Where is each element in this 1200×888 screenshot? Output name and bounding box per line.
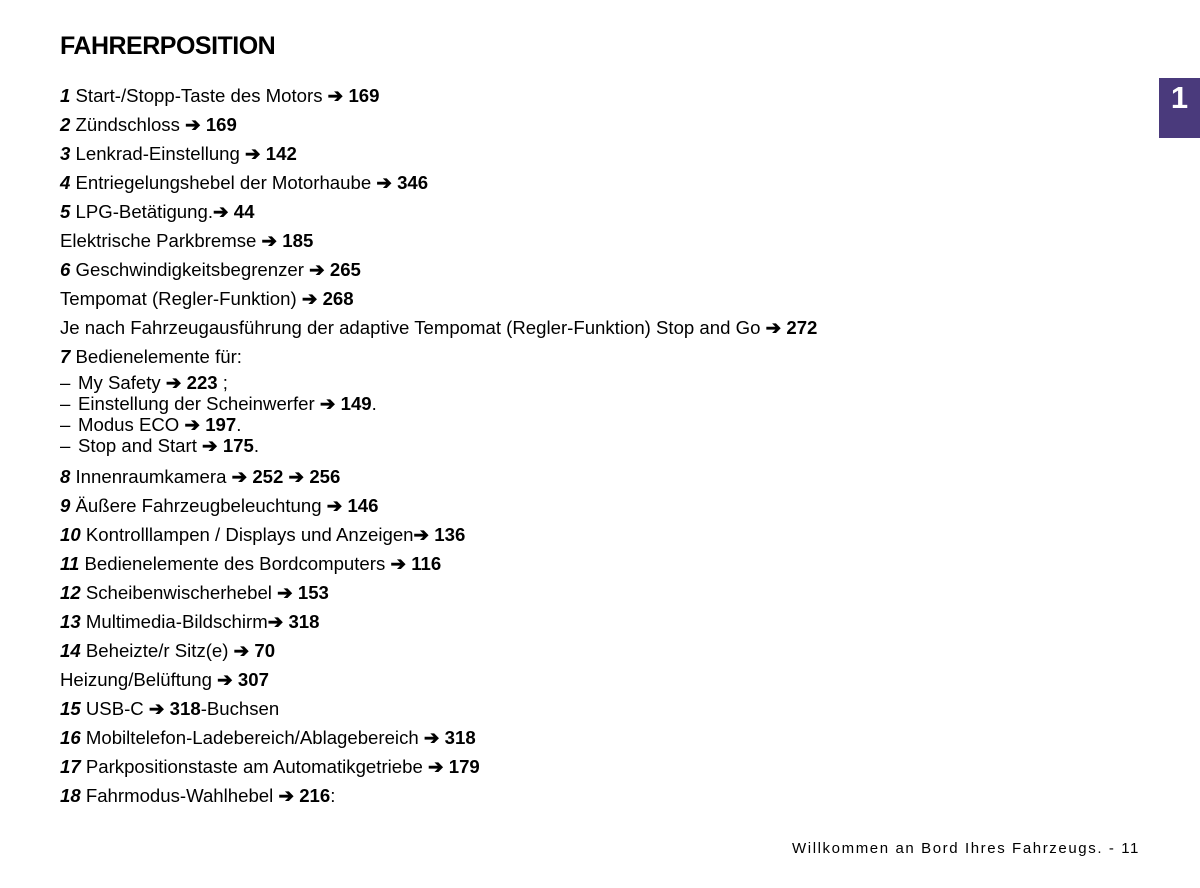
entry-line [60,342,1140,371]
page-reference-link[interactable]: 136 [434,524,466,545]
entry-text: Entriegelungshebel der Motorhaube [75,172,377,193]
entry-line [60,81,1140,110]
entry-text: Mobiltelefon-Ladebereich/Ablagebereich [85,727,424,748]
entry-number: 1 [60,85,71,106]
entry-group-2 [60,462,1140,810]
entry-text: Multimedia-Bildschirm [85,611,268,632]
entry-number: 17 [60,756,81,777]
page-reference-link[interactable]: 116 [411,553,442,574]
entry-number: 12 [60,582,81,603]
entry-line [60,491,1140,520]
sub-item-text: Modus ECO [78,414,185,435]
entry-number: 8 [60,466,71,487]
entry-number: 4 [60,172,71,193]
page-reference-link[interactable]: 169 [348,85,380,106]
entry-text: Heizung/Belüftung [60,669,218,690]
page-reference-link[interactable]: 216 [299,785,331,806]
entry-line [60,723,1140,752]
entry-number: 5 [60,201,71,222]
entry-text: Fahrmodus-Wahlhebel [85,785,279,806]
dash-bullet: – [60,372,71,393]
entry-number: 10 [60,524,81,545]
sub-item [60,414,1140,435]
entry-number: 11 [60,553,80,574]
page-reference-link[interactable]: 256 [309,466,341,487]
page-reference-link[interactable]: 318 [288,611,320,632]
entry-line [60,313,1140,342]
page-reference-link[interactable]: 307 [237,669,269,690]
entry-text: Beheizte/r Sitz(e) [85,640,234,661]
arrow-icon: ➔ [327,85,344,106]
entry-line [60,255,1140,284]
arrow-icon: ➔ [427,756,444,777]
entry-tail: -Buchsen [200,698,280,719]
entry-text: Scheibenwischerhebel [85,582,278,603]
entry-text: Lenkrad-Einstellung [75,143,246,164]
entry-number: 6 [60,259,71,280]
sub-item-text: My Safety [78,372,166,393]
entry-line [60,578,1140,607]
page-reference-link[interactable]: 179 [448,756,480,777]
arrow-icon: ➔ [413,524,430,545]
sub-item-text: Einstellung der Scheinwerfer [78,393,320,414]
arrow-icon: ➔ [245,143,261,164]
entry-number: 18 [60,785,81,806]
arrow-icon: ➔ [423,727,440,748]
sub-item-text: Stop and Start [78,435,203,456]
page-reference-link[interactable]: 44 [233,201,255,222]
arrow-icon: ➔ [326,495,343,516]
entry-line [60,781,1140,810]
entry-number: 9 [60,495,71,516]
sub-item-tail: ; [217,372,228,393]
entry-text: Parkpositionstaste am Automatikgetriebe [85,756,428,777]
chapter-tab[interactable]: 1 [1159,78,1200,138]
entry-group-1 [60,81,1140,371]
arrow-icon: ➔ [277,582,293,603]
page-reference-link[interactable]: 318 [444,727,476,748]
entry-line [60,636,1140,665]
sub-item-tail: . [371,393,377,414]
arrow-icon: ➔ [233,640,250,661]
page-reference-link[interactable]: 175 [222,435,254,456]
arrow-icon: ➔ [309,259,325,280]
arrow-icon: ➔ [184,414,201,435]
entry-line [60,226,1140,255]
entry-text: Kontrolllampen / Displays und Anzeigen [85,524,414,545]
arrow-icon: ➔ [217,669,233,690]
page-reference-link[interactable]: 146 [347,495,379,516]
arrow-icon: ➔ [213,201,229,222]
arrow-icon: ➔ [765,317,782,338]
entry-text: Je nach Fahrzeugausführung der adaptive Tempomat (Regler-Funktion) Stop and Go [60,317,766,338]
entry-text: Innenraumkamera [75,466,232,487]
arrow-icon: ➔ [165,372,182,393]
entry-line [60,752,1140,781]
page-reference-link[interactable]: 142 [265,143,297,164]
arrow-icon: ➔ [278,785,295,806]
entry-line [60,549,1140,578]
arrow-icon: ➔ [148,698,165,719]
arrow-icon: ➔ [288,466,305,487]
page-reference-link[interactable]: 169 [205,114,237,135]
entry-line [60,607,1140,636]
entry-line [60,139,1140,168]
sub-item [60,372,1140,393]
entry-text: Äußere Fahrzeugbeleuchtung [75,495,327,516]
page-reference-link[interactable]: 268 [322,288,354,309]
arrow-icon: ➔ [185,114,201,135]
entry-text: Geschwindigkeitsbegrenzer [75,259,310,280]
page-reference-link[interactable]: 252 [252,466,284,487]
entry-text: Bedienelemente für: [75,346,242,367]
page-reference-link[interactable]: 153 [297,582,329,603]
entry-number: 13 [60,611,81,632]
sub-item-tail: . [236,414,242,435]
arrow-icon: ➔ [231,466,248,487]
dash-bullet: – [60,435,71,456]
entry-text: Bedienelemente des Bordcomputers [84,553,391,574]
entry-line [60,520,1140,549]
entry-number: 16 [60,727,81,748]
page-reference-link[interactable]: 265 [329,259,361,280]
entry-number: 15 [60,698,81,719]
page-reference-link[interactable]: 149 [340,393,372,414]
page-reference-link[interactable]: 197 [205,414,237,435]
page-reference-link[interactable]: 346 [397,172,429,193]
entry-line [60,694,1140,723]
sub-item [60,393,1140,414]
arrow-icon: ➔ [202,435,218,456]
entry-text: Zündschloss [75,114,186,135]
entry-line [60,665,1140,694]
arrow-icon: ➔ [376,172,392,193]
page-reference-link[interactable]: 318 [169,698,201,719]
page-footer: Willkommen an Bord Ihres Fahrzeugs. - 11 [792,840,1140,857]
page-reference-link[interactable]: 185 [282,230,314,251]
entry-list [60,81,1140,810]
arrow-icon: ➔ [301,288,318,309]
entry-line [60,462,1140,491]
entry-tail: : [330,785,336,806]
page-reference-link[interactable]: 70 [254,640,276,661]
sub-item-list [60,372,1140,456]
arrow-icon: ➔ [267,611,284,632]
page-reference-link[interactable]: 272 [786,317,818,338]
page-title: FAHRERPOSITION [60,32,276,60]
entry-number: 3 [60,143,71,164]
entry-line [60,284,1140,313]
sub-item [60,435,1140,456]
entry-text: Tempomat (Regler-Funktion) [60,288,302,309]
entry-text: Start-/Stopp-Taste des Motors [75,85,328,106]
entry-number: 7 [60,346,71,367]
arrow-icon: ➔ [319,393,336,414]
sub-item-tail: . [253,435,260,456]
entry-line [60,168,1140,197]
entry-text: Elektrische Parkbremse [60,230,262,251]
entry-text: LPG-Betätigung. [75,201,213,222]
entry-text: USB-C [85,698,149,719]
entry-number: 14 [60,640,81,661]
page-reference-link[interactable]: 223 [186,372,218,393]
arrow-icon: ➔ [390,553,407,574]
entry-line [60,110,1140,139]
entry-line [60,197,1140,226]
arrow-icon: ➔ [261,230,278,251]
dash-bullet: – [60,393,71,414]
dash-bullet: – [60,414,71,435]
entry-number: 2 [60,114,71,135]
